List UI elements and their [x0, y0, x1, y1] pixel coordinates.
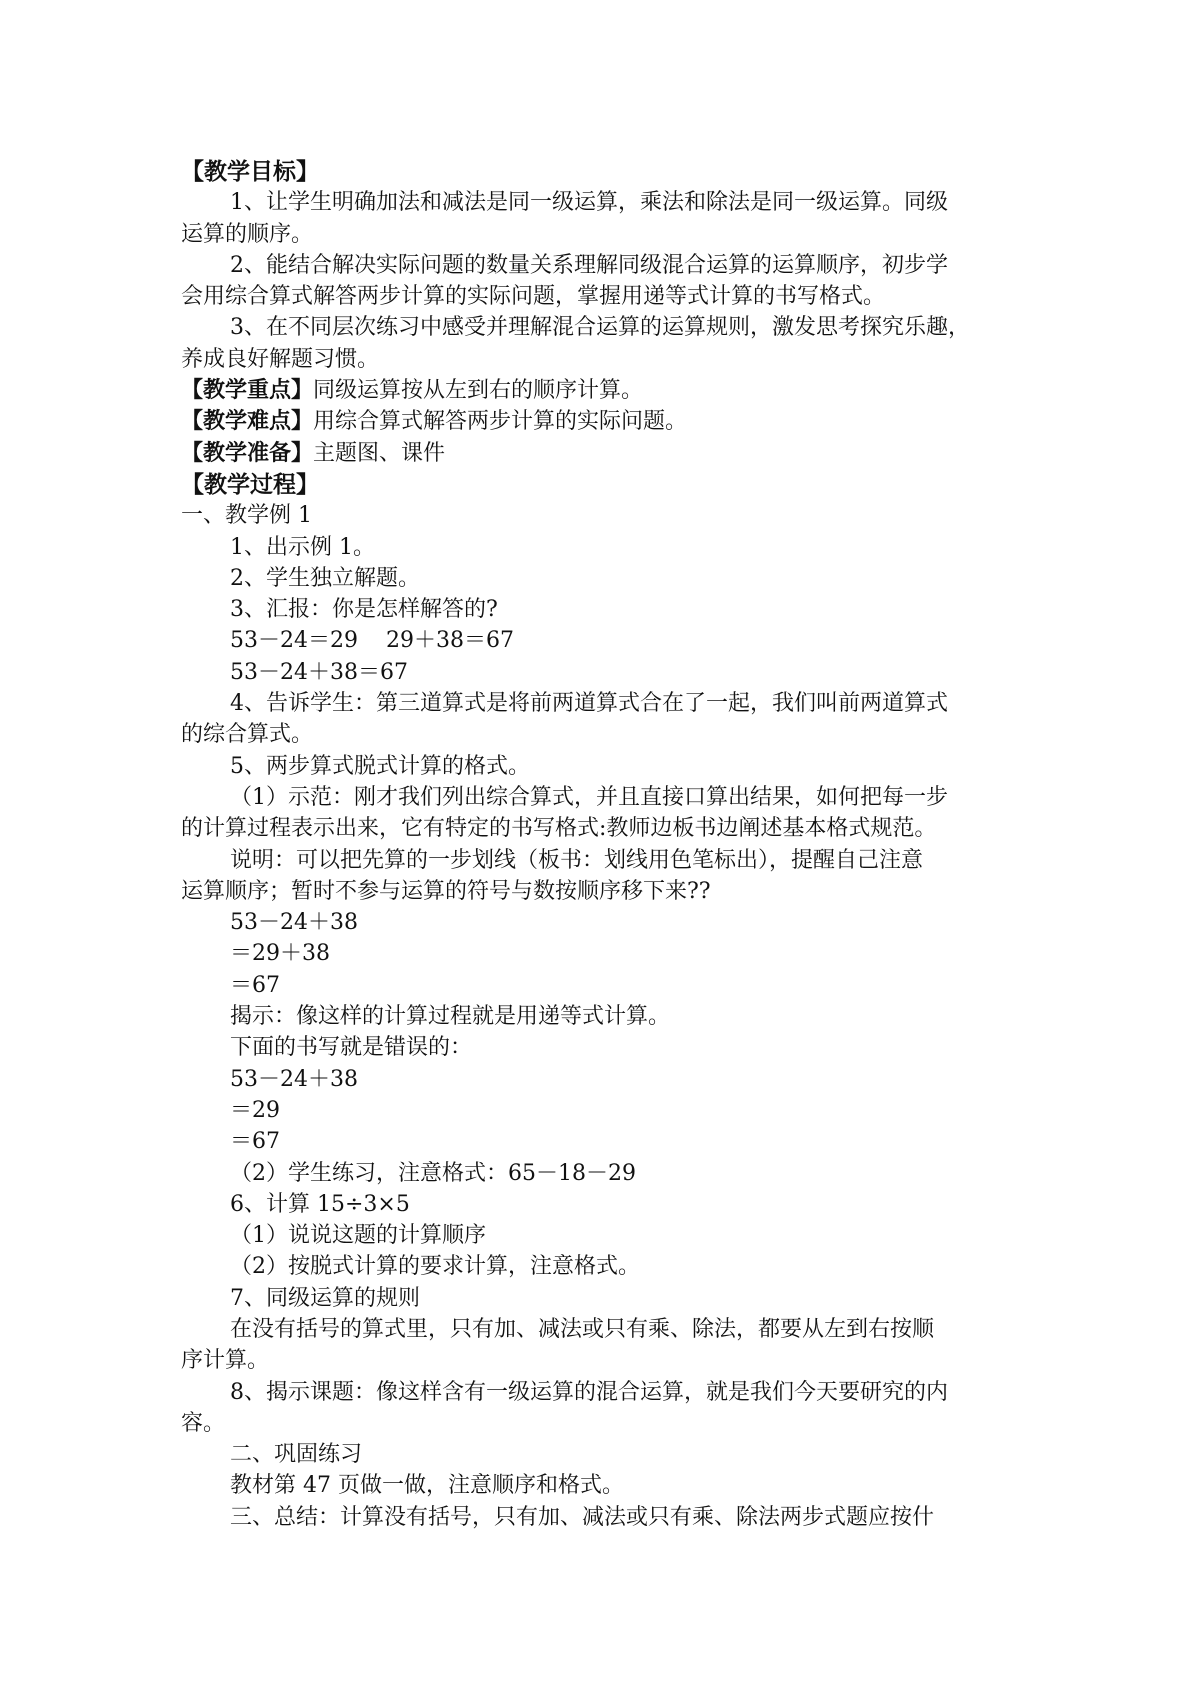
key-point-label: 【教学重点】 [181, 377, 314, 404]
step-1: 1、出示例 1。 [230, 534, 375, 560]
wrong-example-intro: 下面的书写就是错误的： [230, 1035, 473, 1061]
heading-objectives: 【教学目标】 [181, 158, 319, 185]
wrong-step-3: ＝67 [230, 1129, 280, 1155]
objective-1-line-1: 1、让学生明确加法和减法是同一级运算，乘法和除法是同一级运算。同级 [230, 190, 948, 216]
rule-line-1: 在没有括号的算式里，只有加、减法或只有乘、除法，都要从左到右按顺 [230, 1316, 935, 1342]
objective-3-line-1: 3、在不同层次练习中感受并理解混合运算的运算规则，激发思考探究乐趣， [230, 315, 970, 341]
equation-2: 53－24＋38＝67 [230, 659, 408, 685]
step-6-sub-2: （2）按脱式计算的要求计算，注意格式。 [230, 1254, 640, 1280]
section-2-text: 教材第 47 页做一做，注意顺序和格式。 [230, 1473, 624, 1499]
wrong-step-1: 53－24＋38 [230, 1066, 358, 1092]
note-line-1: 说明：可以把先算的一步划线（板书：划线用色笔标出），提醒自己注意 [230, 847, 924, 873]
calc-step-3: ＝67 [230, 972, 280, 998]
heading-process: 【教学过程】 [181, 470, 319, 498]
section-2-title: 二、巩固练习 [230, 1442, 363, 1468]
step-8-line-2: 容。 [181, 1410, 226, 1436]
section-1-title: 一、教学例 1 [181, 503, 312, 529]
step-7: 7、同级运算的规则 [230, 1285, 420, 1311]
step-8-line-1: 8、揭示课题：像这样含有一级运算的混合运算，就是我们今天要研究的内 [230, 1379, 948, 1405]
wrong-step-2: ＝29 [230, 1097, 280, 1123]
step-6-sub-1: （1）说说这题的计算顺序 [230, 1223, 486, 1249]
reveal-text: 揭示：像这样的计算过程就是用递等式计算。 [230, 1004, 671, 1030]
difficulty-label: 【教学难点】 [181, 408, 314, 435]
section-3-text: 三、总结：计算没有括号，只有加、减法或只有乘、除法两步式题应按什 [230, 1504, 935, 1530]
equation-row-1 [181, 625, 1021, 656]
step-4-line-2: 的综合算式。 [181, 722, 314, 748]
step-3: 3、汇报：你是怎样解答的? [230, 597, 498, 623]
demo-line-2: 的计算过程表示出来，它有特定的书写格式:教师边板书边阐述基本格式规范。 [181, 816, 937, 842]
equation-1b: 29＋38＝67 [385, 628, 514, 654]
step-6: 6、计算 15÷3×5 [230, 1191, 410, 1217]
rule-line-2: 序计算。 [181, 1348, 270, 1374]
calc-step-2: ＝29＋38 [230, 941, 330, 967]
note-line-2: 运算顺序；暂时不参与运算的符号与数按顺序移下来?? [181, 878, 711, 904]
difficulty-row [181, 406, 1021, 437]
step-2: 2、学生独立解题。 [230, 565, 420, 591]
demo-line-1: （1）示范：刚才我们列出综合算式，并且直接口算出结果，如何把每一步 [230, 784, 948, 810]
practice-text: （2）学生练习，注意格式：65－18－29 [230, 1160, 636, 1186]
key-point-row [181, 375, 1021, 406]
objective-2-line-1: 2、能结合解决实际问题的数量关系理解同级混合运算的运算顺序，初步学 [230, 252, 948, 278]
step-4-line-1: 4、告诉学生：第三道算式是将前两道算式合在了一起，我们叫前两道算式 [230, 691, 948, 717]
preparation-text: 主题图、课件 [313, 440, 446, 466]
key-point-text: 同级运算按从左到右的顺序计算。 [313, 378, 644, 404]
difficulty-text: 用综合算式解答两步计算的实际问题。 [313, 409, 688, 435]
objective-2-line-2: 会用综合算式解答两步计算的实际问题，掌握用递等式计算的书写格式。 [181, 284, 886, 310]
equation-1a: 53－24＝29 [230, 628, 358, 654]
lesson-plan-body [181, 156, 1021, 1533]
objective-1-line-2: 运算的顺序。 [181, 221, 314, 247]
preparation-label: 【教学准备】 [181, 439, 314, 466]
preparation-row [181, 438, 1021, 469]
objective-3-line-2: 养成良好解题习惯。 [181, 346, 380, 372]
calc-step-1: 53－24＋38 [230, 910, 358, 936]
step-5: 5、两步算式脱式计算的格式。 [230, 753, 530, 779]
